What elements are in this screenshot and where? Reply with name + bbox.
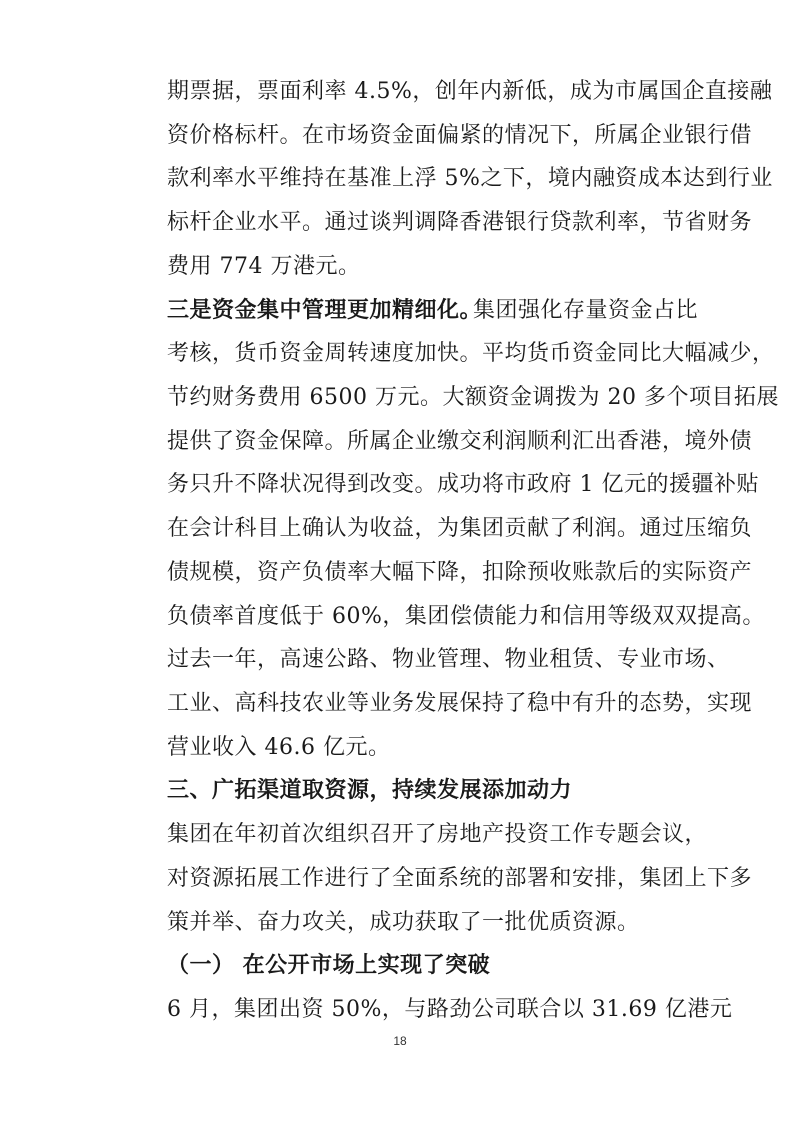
paragraph-line <box>0 422 800 462</box>
paragraph-line <box>0 72 800 112</box>
page-number: 18 <box>393 1034 407 1048</box>
text-line: 费用 774 万港元。 <box>167 254 361 279</box>
paragraph-line <box>0 859 800 899</box>
text-line: 标杆企业水平。通过谈判调降香港银行贷款利率，节省财务 <box>167 210 753 235</box>
paragraph-line <box>0 815 800 855</box>
inline-heading: 三是资金集中管理更加精细化。 <box>167 298 483 323</box>
paragraph-line <box>0 509 800 549</box>
text-line: 务只升不降状况得到改变。成功将市政府 1 亿元的援疆补贴 <box>167 472 759 497</box>
text-line: 债规模，资产负债率大幅下降，扣除预收账款后的实际资产 <box>167 560 753 585</box>
text-line: 负债率首度低于 60%，集团偿债能力和信用等级双双提高。 <box>167 604 765 629</box>
paragraph-line <box>0 684 800 724</box>
section-heading-line <box>0 771 800 811</box>
section-heading: 三、广拓渠道取资源，持续发展添加动力 <box>167 778 573 803</box>
text-line: 集团强化存量资金占比 <box>473 298 699 323</box>
paragraph-line <box>0 990 800 1030</box>
text-line: 提供了资金保障。所属企业缴交利润顺利汇出香港，境外债 <box>167 429 753 454</box>
paragraph-line <box>0 159 800 199</box>
text-line: 期票据，票面利率 4.5%，创年内新低，成为市属国企直接融 <box>167 79 773 104</box>
subsection-heading-line <box>0 946 800 986</box>
paragraph-line <box>0 597 800 637</box>
text-line: 营业收入 46.6 亿元。 <box>167 735 391 760</box>
text-line: 款利率水平维持在基准上浮 5%之下，境内融资成本达到行业 <box>167 166 773 191</box>
text-line: 对资源拓展工作进行了全面系统的部署和安排，集团上下多 <box>167 866 753 891</box>
paragraph-line <box>0 116 800 156</box>
paragraph-line <box>0 203 800 243</box>
text-line: 考核，货币资金周转速度加快。平均货币资金同比大幅减少， <box>167 341 775 366</box>
text-line: 策并举、奋力攻关，成功获取了一批优质资源。 <box>167 910 640 935</box>
paragraph-line <box>0 903 800 943</box>
text-line: 资价格标杆。在市场资金面偏紧的情况下，所属企业银行借 <box>167 123 753 148</box>
text-line: 工业、高科技农业等业务发展保持了稳中有升的态势，实现 <box>167 691 753 716</box>
paragraph-line <box>0 334 800 374</box>
text-line: 集团在年初首次组织召开了房地产投资工作专题会议， <box>167 822 708 847</box>
paragraph-line <box>0 378 800 418</box>
text-line: 过去一年，高速公路、物业管理、物业租赁、专业市场、 <box>167 647 730 672</box>
paragraph-line <box>0 640 800 680</box>
text-line: 节约财务费用 6500 万元。大额资金调拨为 20 多个项目拓展 <box>167 385 779 410</box>
paragraph-line <box>0 553 800 593</box>
text-line: 6 月，集团出资 50%，与路劲公司联合以 31.69 亿港元 <box>167 997 733 1022</box>
paragraph-line <box>0 728 800 768</box>
text-line: 在会计科目上确认为收益，为集团贡献了利润。通过压缩负 <box>167 516 753 541</box>
paragraph-line <box>0 291 800 331</box>
paragraph-line <box>0 465 800 505</box>
subsection-heading: （一） 在公开市场上实现了突破 <box>167 953 491 978</box>
paragraph-line <box>0 247 800 287</box>
